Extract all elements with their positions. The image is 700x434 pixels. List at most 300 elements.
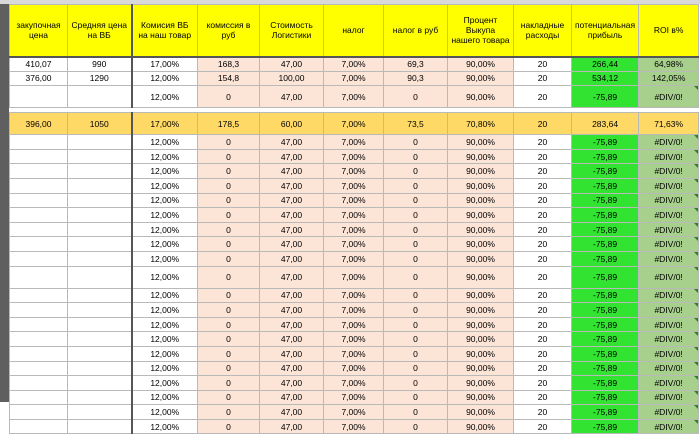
cell[interactable]: #DIV/0! <box>639 222 699 237</box>
column-header[interactable]: комиссия в руб <box>198 5 260 57</box>
cell[interactable]: -75,89 <box>572 288 639 303</box>
error-indicator-icon <box>694 376 698 380</box>
cell[interactable]: 90,00% <box>448 332 514 347</box>
cell[interactable]: -75,89 <box>572 86 639 108</box>
cell[interactable]: 20 <box>514 113 572 135</box>
error-indicator-icon <box>694 252 698 256</box>
cell[interactable]: 7,00% <box>324 164 384 179</box>
cell[interactable]: 0 <box>384 208 448 223</box>
cell[interactable]: -75,89 <box>572 303 639 318</box>
cell[interactable]: 410,07 <box>10 57 68 72</box>
column-header[interactable]: Комисия ВБ на наш товар <box>132 5 198 57</box>
cell[interactable]: 17,00% <box>132 57 198 72</box>
cell[interactable]: 7,00% <box>324 390 384 405</box>
cell[interactable]: 376,00 <box>10 71 68 86</box>
cell[interactable]: 90,00% <box>448 266 514 288</box>
cell[interactable]: 12,00% <box>132 303 198 318</box>
cell[interactable]: #DIV/0! <box>639 376 699 391</box>
cell[interactable]: 90,00% <box>448 288 514 303</box>
cell[interactable]: 0 <box>198 266 260 288</box>
table-row <box>10 222 699 237</box>
cell[interactable]: 0 <box>384 303 448 318</box>
column-header[interactable]: ROI в% <box>639 5 699 57</box>
cell[interactable]: 0 <box>198 361 260 376</box>
cell[interactable]: 990 <box>68 57 132 72</box>
cell[interactable]: 47,00 <box>260 251 324 266</box>
cell[interactable] <box>10 303 68 318</box>
cell[interactable]: 20 <box>514 390 572 405</box>
table-row <box>10 135 699 150</box>
cell[interactable] <box>68 317 132 332</box>
cell[interactable]: 0 <box>384 405 448 420</box>
cell[interactable] <box>10 208 68 223</box>
cell[interactable] <box>68 288 132 303</box>
cell[interactable] <box>10 178 68 193</box>
cell[interactable]: 20 <box>514 208 572 223</box>
cell[interactable]: 20 <box>514 303 572 318</box>
cell[interactable]: 100,00 <box>260 71 324 86</box>
cell[interactable]: -75,89 <box>572 135 639 150</box>
error-indicator-icon <box>694 289 698 293</box>
cell[interactable]: 0 <box>384 193 448 208</box>
cell[interactable] <box>68 86 132 108</box>
cell[interactable]: 12,00% <box>132 390 198 405</box>
cell[interactable]: 0 <box>384 346 448 361</box>
cell[interactable] <box>10 361 68 376</box>
cell[interactable]: 47,00 <box>260 405 324 420</box>
cell[interactable]: 47,00 <box>260 208 324 223</box>
cell[interactable]: 90,00% <box>448 222 514 237</box>
column-header[interactable]: Стоимость Логистики <box>260 5 324 57</box>
cell[interactable] <box>10 419 68 434</box>
cell[interactable]: #DIV/0! <box>639 86 699 108</box>
cell[interactable]: 47,00 <box>260 419 324 434</box>
cell[interactable]: -75,89 <box>572 193 639 208</box>
table-row <box>10 71 699 86</box>
cell[interactable]: 20 <box>514 222 572 237</box>
error-indicator-icon <box>694 223 698 227</box>
cell[interactable]: 12,00% <box>132 193 198 208</box>
cell[interactable]: 0 <box>384 288 448 303</box>
cell[interactable]: 0 <box>384 361 448 376</box>
cell[interactable]: #DIV/0! <box>639 405 699 420</box>
cell[interactable] <box>10 317 68 332</box>
cell[interactable]: 70,80% <box>448 113 514 135</box>
cell[interactable]: 12,00% <box>132 164 198 179</box>
cell[interactable]: 47,00 <box>260 361 324 376</box>
cell[interactable]: 12,00% <box>132 419 198 434</box>
cell[interactable] <box>68 419 132 434</box>
cell[interactable]: 20 <box>514 405 572 420</box>
cell[interactable]: 20 <box>514 164 572 179</box>
table-row <box>10 303 699 318</box>
cell[interactable]: 168,3 <box>198 57 260 72</box>
cell[interactable]: 90,00% <box>448 164 514 179</box>
cell[interactable]: 47,00 <box>260 135 324 150</box>
cell[interactable]: 20 <box>514 251 572 266</box>
cell[interactable]: #DIV/0! <box>639 208 699 223</box>
cell[interactable]: -75,89 <box>572 376 639 391</box>
cell[interactable]: 20 <box>514 57 572 72</box>
cell[interactable]: 12,00% <box>132 346 198 361</box>
cell[interactable]: 90,00% <box>448 57 514 72</box>
cell[interactable] <box>10 164 68 179</box>
cell[interactable]: 20 <box>514 71 572 86</box>
cell[interactable]: 396,00 <box>10 113 68 135</box>
cell[interactable]: 7,00% <box>324 303 384 318</box>
cell[interactable] <box>10 135 68 150</box>
cell[interactable]: 90,00% <box>448 71 514 86</box>
cell[interactable] <box>68 361 132 376</box>
cell[interactable]: 7,00% <box>324 376 384 391</box>
cell[interactable]: 7,00% <box>324 317 384 332</box>
cell[interactable]: 12,00% <box>132 71 198 86</box>
cell[interactable]: 47,00 <box>260 86 324 108</box>
cell[interactable]: #DIV/0! <box>639 135 699 150</box>
cell[interactable]: 0 <box>384 251 448 266</box>
cell[interactable]: 90,00% <box>448 405 514 420</box>
cell[interactable]: 47,00 <box>260 317 324 332</box>
cell[interactable]: 0 <box>198 390 260 405</box>
table-row <box>10 164 699 179</box>
cell[interactable]: 0 <box>384 178 448 193</box>
cell[interactable] <box>68 332 132 347</box>
cell[interactable]: 0 <box>198 237 260 252</box>
cell[interactable]: -75,89 <box>572 164 639 179</box>
cell[interactable] <box>10 405 68 420</box>
error-indicator-icon <box>694 267 698 271</box>
table-row <box>10 332 699 347</box>
cell[interactable]: 12,00% <box>132 376 198 391</box>
cell[interactable]: 20 <box>514 332 572 347</box>
cell[interactable]: 7,00% <box>324 237 384 252</box>
cell[interactable]: 12,00% <box>132 332 198 347</box>
cell[interactable]: 7,00% <box>324 419 384 434</box>
error-indicator-icon <box>694 391 698 395</box>
cell[interactable]: 283,64 <box>572 113 639 135</box>
table-row <box>10 193 699 208</box>
cell[interactable]: 90,00% <box>448 208 514 223</box>
cell[interactable]: 0 <box>198 149 260 164</box>
table-row <box>10 86 699 108</box>
cell[interactable]: 47,00 <box>260 57 324 72</box>
cell[interactable]: 90,00% <box>448 303 514 318</box>
cell[interactable] <box>10 251 68 266</box>
cell[interactable]: #DIV/0! <box>639 361 699 376</box>
cell[interactable]: 178,5 <box>198 113 260 135</box>
cell[interactable]: -75,89 <box>572 222 639 237</box>
cell[interactable]: #DIV/0! <box>639 303 699 318</box>
cell[interactable]: 0 <box>384 149 448 164</box>
cell[interactable]: 154,8 <box>198 71 260 86</box>
cell[interactable]: 90,00% <box>448 251 514 266</box>
cell[interactable]: 7,00% <box>324 193 384 208</box>
cell[interactable]: 7,00% <box>324 57 384 72</box>
cell[interactable]: 47,00 <box>260 376 324 391</box>
column-header[interactable]: накладные расходы <box>514 5 572 57</box>
cell[interactable] <box>10 237 68 252</box>
cell[interactable]: 90,00% <box>448 361 514 376</box>
cell[interactable]: 12,00% <box>132 405 198 420</box>
cell[interactable] <box>10 376 68 391</box>
cell[interactable]: 142,05% <box>639 71 699 86</box>
cell[interactable]: 90,00% <box>448 419 514 434</box>
cell[interactable]: 0 <box>198 135 260 150</box>
cell[interactable]: 20 <box>514 178 572 193</box>
column-header[interactable]: Средняя цена на ВБ <box>68 5 132 57</box>
cell[interactable] <box>10 86 68 108</box>
cell[interactable]: 90,00% <box>448 346 514 361</box>
error-indicator-icon <box>694 194 698 198</box>
cell[interactable]: 0 <box>198 222 260 237</box>
cell[interactable] <box>68 135 132 150</box>
cell[interactable]: 20 <box>514 193 572 208</box>
cell[interactable]: #DIV/0! <box>639 237 699 252</box>
cell[interactable]: 69,3 <box>384 57 448 72</box>
column-header[interactable]: налог в руб <box>384 5 448 57</box>
cell[interactable]: 0 <box>198 346 260 361</box>
cell[interactable]: 0 <box>198 405 260 420</box>
cell[interactable]: #DIV/0! <box>639 346 699 361</box>
cell[interactable]: 12,00% <box>132 149 198 164</box>
cell[interactable] <box>68 164 132 179</box>
cell[interactable]: 12,00% <box>132 266 198 288</box>
cell[interactable]: 0 <box>198 288 260 303</box>
cell[interactable]: #DIV/0! <box>639 193 699 208</box>
cell[interactable]: 12,00% <box>132 178 198 193</box>
cell[interactable]: -75,89 <box>572 237 639 252</box>
cell[interactable] <box>10 266 68 288</box>
column-header[interactable]: налог <box>324 5 384 57</box>
cell[interactable]: -75,89 <box>572 346 639 361</box>
cell[interactable] <box>68 149 132 164</box>
cell[interactable]: 90,00% <box>448 86 514 108</box>
cell[interactable]: #DIV/0! <box>639 178 699 193</box>
cell[interactable]: #DIV/0! <box>639 149 699 164</box>
cell[interactable]: 7,00% <box>324 86 384 108</box>
error-indicator-icon <box>694 164 698 168</box>
cell[interactable]: 7,00% <box>324 346 384 361</box>
cell[interactable]: 90,00% <box>448 135 514 150</box>
cell[interactable]: 0 <box>198 332 260 347</box>
cell[interactable]: 60,00 <box>260 113 324 135</box>
cell[interactable]: 90,00% <box>448 193 514 208</box>
cell[interactable]: 47,00 <box>260 178 324 193</box>
cell[interactable]: -75,89 <box>572 332 639 347</box>
error-indicator-icon <box>694 405 698 409</box>
cell[interactable]: #DIV/0! <box>639 164 699 179</box>
cell[interactable]: 20 <box>514 346 572 361</box>
cell[interactable]: 90,00% <box>448 149 514 164</box>
cell[interactable]: 90,00% <box>448 390 514 405</box>
cell[interactable]: 0 <box>198 178 260 193</box>
cell[interactable]: #DIV/0! <box>639 266 699 288</box>
cell[interactable]: 7,00% <box>324 251 384 266</box>
cell[interactable]: 90,3 <box>384 71 448 86</box>
cell[interactable] <box>10 193 68 208</box>
cell[interactable] <box>68 208 132 223</box>
cell[interactable]: 0 <box>198 208 260 223</box>
cell[interactable] <box>68 193 132 208</box>
cell[interactable] <box>10 149 68 164</box>
cell[interactable]: 0 <box>198 376 260 391</box>
cell[interactable] <box>10 332 68 347</box>
cell[interactable]: #DIV/0! <box>639 288 699 303</box>
cell[interactable]: 20 <box>514 135 572 150</box>
cell[interactable]: 0 <box>384 86 448 108</box>
cell[interactable]: 47,00 <box>260 332 324 347</box>
cell[interactable]: 7,00% <box>324 208 384 223</box>
cell[interactable]: 90,00% <box>448 237 514 252</box>
cell[interactable]: 73,5 <box>384 113 448 135</box>
cell[interactable]: 20 <box>514 288 572 303</box>
cell[interactable]: 64,98% <box>639 57 699 72</box>
cell[interactable]: 12,00% <box>132 251 198 266</box>
cell[interactable] <box>68 390 132 405</box>
cell[interactable]: 7,00% <box>324 178 384 193</box>
cell[interactable]: 0 <box>384 237 448 252</box>
cell[interactable]: 12,00% <box>132 237 198 252</box>
cell[interactable]: 0 <box>198 86 260 108</box>
column-header[interactable]: потенциальная прибыль <box>572 5 639 57</box>
cell[interactable] <box>68 178 132 193</box>
cell[interactable]: 71,63% <box>639 113 699 135</box>
error-indicator-icon <box>694 86 698 90</box>
cell[interactable] <box>10 390 68 405</box>
cell[interactable]: 12,00% <box>132 288 198 303</box>
cell[interactable]: 0 <box>384 266 448 288</box>
cell[interactable]: 20 <box>514 361 572 376</box>
header-row <box>10 5 699 57</box>
table-row <box>10 288 699 303</box>
cell[interactable]: 0 <box>384 332 448 347</box>
cell[interactable]: 7,00% <box>324 266 384 288</box>
cell[interactable]: 7,00% <box>324 113 384 135</box>
cell[interactable]: 47,00 <box>260 193 324 208</box>
cell[interactable]: 12,00% <box>132 135 198 150</box>
cell[interactable]: 12,00% <box>132 208 198 223</box>
cell[interactable]: -75,89 <box>572 149 639 164</box>
cell[interactable]: 1290 <box>68 71 132 86</box>
cell[interactable]: 12,00% <box>132 86 198 108</box>
cell[interactable]: #DIV/0! <box>639 317 699 332</box>
cell[interactable] <box>68 303 132 318</box>
cell[interactable] <box>68 346 132 361</box>
cell[interactable] <box>68 266 132 288</box>
cell[interactable] <box>68 222 132 237</box>
cell[interactable]: 47,00 <box>260 149 324 164</box>
cell[interactable]: -75,89 <box>572 178 639 193</box>
error-indicator-icon <box>694 208 698 212</box>
cell[interactable]: -75,89 <box>572 361 639 376</box>
cell[interactable]: -75,89 <box>572 317 639 332</box>
cell[interactable]: 12,00% <box>132 317 198 332</box>
table-row <box>10 361 699 376</box>
cell[interactable]: 12,00% <box>132 222 198 237</box>
cell[interactable]: 0 <box>384 390 448 405</box>
cell[interactable]: 20 <box>514 266 572 288</box>
highlighted-row <box>10 113 699 135</box>
column-header[interactable]: Процент Выкупа нашего товара <box>448 5 514 57</box>
cell[interactable]: 0 <box>384 376 448 391</box>
cell[interactable]: 47,00 <box>260 237 324 252</box>
cell[interactable]: 20 <box>514 149 572 164</box>
cell[interactable]: 0 <box>198 193 260 208</box>
cell[interactable]: -75,89 <box>572 251 639 266</box>
cell[interactable]: 12,00% <box>132 361 198 376</box>
cell[interactable]: 47,00 <box>260 288 324 303</box>
cell[interactable]: -75,89 <box>572 266 639 288</box>
cell[interactable]: #DIV/0! <box>639 390 699 405</box>
cell[interactable]: 47,00 <box>260 346 324 361</box>
cell[interactable]: 90,00% <box>448 178 514 193</box>
cell[interactable]: 0 <box>384 164 448 179</box>
cell[interactable]: 0 <box>198 303 260 318</box>
cell[interactable]: 47,00 <box>260 303 324 318</box>
cell[interactable]: 0 <box>384 419 448 434</box>
cell[interactable]: 0 <box>384 317 448 332</box>
cell[interactable] <box>68 237 132 252</box>
cell[interactable]: 7,00% <box>324 361 384 376</box>
cell[interactable]: 20 <box>514 317 572 332</box>
cell[interactable]: 7,00% <box>324 405 384 420</box>
cell[interactable] <box>10 346 68 361</box>
cell[interactable]: 20 <box>514 86 572 108</box>
cell[interactable]: 0 <box>198 251 260 266</box>
cell[interactable] <box>10 222 68 237</box>
cell[interactable]: 47,00 <box>260 266 324 288</box>
cell[interactable] <box>68 376 132 391</box>
cell[interactable]: 266,44 <box>572 57 639 72</box>
cell[interactable]: #DIV/0! <box>639 251 699 266</box>
cell[interactable]: 0 <box>384 222 448 237</box>
cell[interactable]: 47,00 <box>260 164 324 179</box>
cell[interactable]: 1050 <box>68 113 132 135</box>
cell[interactable]: -75,89 <box>572 419 639 434</box>
cell[interactable]: 0 <box>384 135 448 150</box>
column-header[interactable]: закупочная цена <box>10 5 68 57</box>
cell[interactable]: 17,00% <box>132 113 198 135</box>
cell[interactable]: 47,00 <box>260 222 324 237</box>
cell[interactable]: 7,00% <box>324 149 384 164</box>
cell[interactable]: 20 <box>514 376 572 391</box>
table-row <box>10 317 699 332</box>
error-indicator-icon <box>694 237 698 241</box>
cell[interactable]: 7,00% <box>324 332 384 347</box>
cell[interactable] <box>10 288 68 303</box>
cell[interactable] <box>68 405 132 420</box>
cell[interactable]: 47,00 <box>260 390 324 405</box>
cell[interactable]: 90,00% <box>448 376 514 391</box>
cell[interactable]: -75,89 <box>572 208 639 223</box>
cell[interactable]: #DIV/0! <box>639 419 699 434</box>
cell[interactable]: 534,12 <box>572 71 639 86</box>
cell[interactable]: 0 <box>198 164 260 179</box>
cell[interactable]: 7,00% <box>324 135 384 150</box>
cell[interactable]: 7,00% <box>324 288 384 303</box>
cell[interactable]: 20 <box>514 237 572 252</box>
cell[interactable] <box>68 251 132 266</box>
cell[interactable]: 90,00% <box>448 317 514 332</box>
cell[interactable]: 20 <box>514 419 572 434</box>
cell[interactable]: 7,00% <box>324 222 384 237</box>
cell[interactable]: #DIV/0! <box>639 332 699 347</box>
cell[interactable]: 0 <box>198 419 260 434</box>
cell[interactable]: 7,00% <box>324 71 384 86</box>
cell[interactable]: -75,89 <box>572 405 639 420</box>
cell[interactable]: 0 <box>198 317 260 332</box>
cell[interactable]: -75,89 <box>572 390 639 405</box>
